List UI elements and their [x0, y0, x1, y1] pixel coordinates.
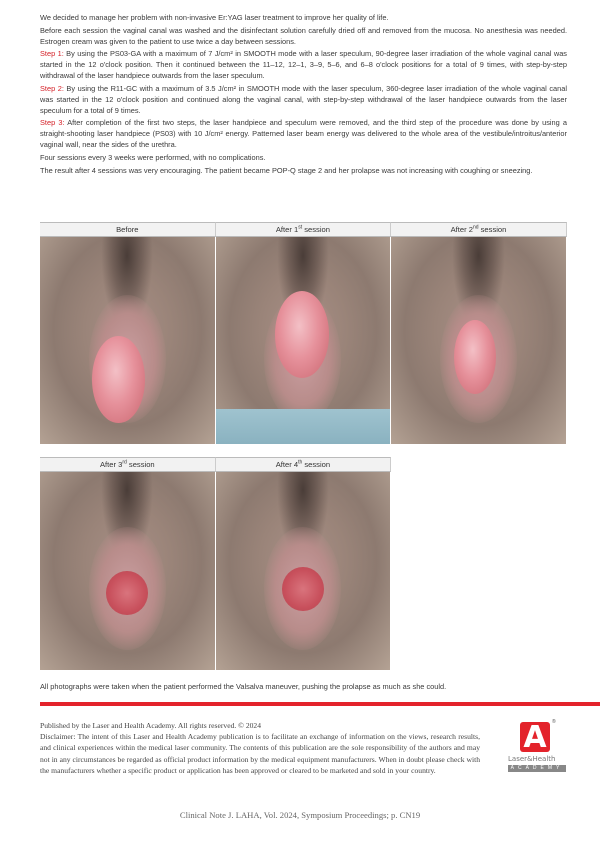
- disclaimer: Disclaimer: The intent of this Laser and Health Academy publication is to facilitate an exchange of information on the views, research results, and clinical experiences within the medical laser community. The contents of this publication are the sole responsibility of the authors and may not in any circumstances be regarded as official product information by the medical equipment manufacturers. When in doubt please check with the manufacturers whether a specific product or application has been approved or cleared to be marketed and sold in your country.: [40, 732, 480, 775]
- step-1-paragraph: [40, 48, 567, 81]
- logo-subtext: ACADEMY: [508, 765, 566, 772]
- step-2-paragraph: [40, 83, 567, 116]
- registered-mark: ®: [552, 719, 556, 725]
- paragraph: We decided to manage her problem with non-invasive Er:YAG laser treatment to improve her quality of life.: [40, 13, 389, 22]
- photo-header-session-1: After 1st session: [216, 222, 392, 237]
- photo-caption: All photographs were taken when the patient performed the Valsalva maneuver, pushing the prolapse as much as she could.: [40, 682, 447, 691]
- laser-health-academy-logo: [508, 719, 566, 774]
- footer-text: [40, 720, 480, 776]
- step-text: After completion of the first two steps, the laser handpiece and speculum were removed, and the third step of the procedure was done by using a straight-shooting laser handpiece (PS03) with 10 J/cm² energy. Patterned laser beam energy was delivered to the whole area of the vestibule/introitus/anterior vaginal wall, near the sides of the urethra.: [40, 118, 567, 150]
- photo-after-session-1: [216, 237, 392, 444]
- page-reference: Clinical Note J. LAHA, Vol. 2024, Symposium Proceedings; p. CN19: [179, 810, 421, 820]
- step-3-paragraph: [40, 117, 567, 150]
- step-label: Step 1:: [40, 49, 64, 59]
- step-label: Step 2:: [40, 83, 64, 93]
- photo-header-before: Before: [40, 222, 216, 237]
- photo-grid-row-2: [40, 457, 567, 670]
- divider: [40, 702, 600, 706]
- photo-after-session-2: [391, 237, 567, 444]
- step-text: By using the PS03-GA with a maximum of 7 J/cm² in SMOOTH mode with a laser speculum, 90-degree laser irradiation of the whole vaginal canal was started in the 12 o'clock position. Then it continued between the 11–12, 12–1, 3–9, 5–6, and 6–8 o'clock positions for a total of 9 times, with step-by-step withdrawal of the laser handpiece outwards from the laser speculum.: [40, 49, 567, 81]
- photo-header-session-4: After 4th session: [216, 457, 392, 472]
- photo-after-session-3: [40, 472, 216, 670]
- logo-text: Laser&Health: [508, 755, 556, 763]
- photo-header-session-3: After 3rd session: [40, 457, 216, 472]
- paragraph: Before each session the vaginal canal was washed and the disinfectant solution carefully dried off and removed from the mucosa. No anesthesia was needed. Estrogen cream was given to the patient to use twice a day between sessions.: [40, 25, 567, 46]
- photo-header-session-2: After 2nd session: [391, 222, 567, 237]
- article-body: [40, 12, 567, 177]
- step-text: By using the R11-GC with a maximum of 3.5 J/cm² in SMOOTH mode with the laser speculum, 360-degree laser irradiation of the whole vaginal canal was started in the 12 o'clock position and continued along the vaginal canal, with step-by-step withdrawal of the laser handpiece outwards from the laser speculum for a total of 9 times.: [40, 83, 567, 115]
- paragraph: Four sessions every 3 weeks were performed, with no complications.: [40, 152, 266, 162]
- photo-after-session-4: [216, 472, 392, 670]
- logo-mark: A: [520, 722, 550, 752]
- step-label: Step 3:: [40, 118, 65, 128]
- paragraph: The result after 4 sessions was very encouraging. The patient became POP-Q stage 2 and her prolapse was not increasing with coughing or sneezing.: [40, 165, 533, 175]
- photo-grid-row-1: [40, 222, 567, 444]
- photo-before: [40, 237, 216, 444]
- published-line: Published by the Laser and Health Academy. All rights reserved. © 2024: [40, 721, 262, 730]
